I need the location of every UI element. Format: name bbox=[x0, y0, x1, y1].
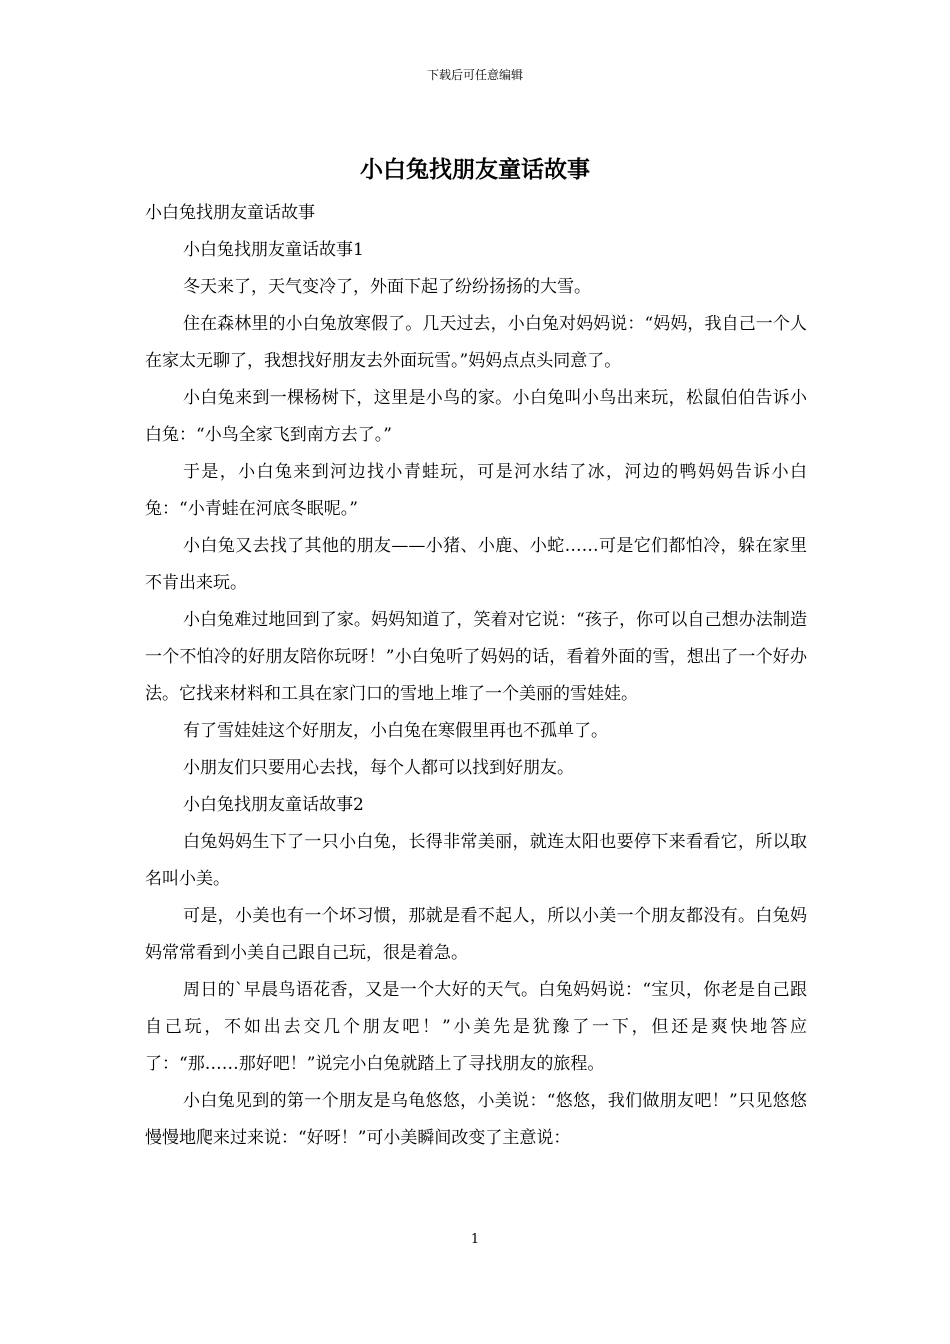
paragraph: 白兔妈妈生下了一只小白兔，长得非常美丽，就连太阳也要停下来看看它，所以取名叫小美。 bbox=[145, 832, 807, 889]
paragraph: 住在森林里的小白兔放寒假了。几天过去，小白兔对妈妈说：“妈妈，我自己一个人在家太无聊了，我想找好朋友去外面玩雪。”妈妈点点头同意了。 bbox=[145, 314, 807, 371]
document-body bbox=[145, 195, 807, 1157]
paragraph: 冬天来了，天气变冷了，外面下起了纷纷扬扬的大雪。 bbox=[183, 277, 591, 297]
paragraph: 有了雪娃娃这个好朋友，小白兔在寒假里再也不孤单了。 bbox=[183, 721, 608, 741]
page-number: 1 bbox=[470, 1232, 480, 1247]
paragraph: 小白兔又去找了其他的朋友——小猪、小鹿、小蛇……可是它们都怕冷，躲在家里不肯出来玩。 bbox=[145, 536, 807, 593]
paragraph: 周日的`早晨鸟语花香，又是一个大好的天气。白兔妈妈说：“宝贝，你老是自己跟自己玩，不如出去交几个朋友吧！”小美先是犹豫了一下，但还是爽快地答应了：“那……那好吧！”说完小白兔就踏上了寻找朋友的旅程。 bbox=[145, 980, 807, 1074]
paragraph: 小白兔难过地回到了家。妈妈知道了，笑着对它说：“孩子，你可以自己想办法制造一个不怕冷的好朋友陪你玩呀！”小白兔听了妈妈的话，看着外面的雪，想出了一个好办法。它找来材料和工具在家门口的雪地上堆了一个美丽的雪娃娃。 bbox=[145, 610, 807, 704]
paragraph: 小朋友们只要用心去找，每个人都可以找到好朋友。 bbox=[183, 758, 574, 778]
document-title: 小白兔找朋友童话故事 bbox=[360, 156, 590, 183]
paragraph-subtitle: 小白兔找朋友童话故事 bbox=[145, 203, 315, 223]
paragraph: 可是，小美也有一个坏习惯，那就是看不起人，所以小美一个朋友都没有。白兔妈妈常常看到小美自己跟自己玩，很是着急。 bbox=[145, 906, 807, 963]
paragraph: 于是，小白兔来到河边找小青蛙玩，可是河水结了冰，河边的鸭妈妈告诉小白兔：“小青蛙在河底冬眠呢。” bbox=[145, 462, 807, 519]
section-heading-story-1: 小白兔找朋友童话故事1 bbox=[183, 240, 364, 260]
paragraph: 小白兔见到的第一个朋友是乌龟悠悠，小美说：“悠悠，我们做朋友吧！”只见悠悠慢慢地爬来过来说：“好呀！”可小美瞬间改变了主意说： bbox=[145, 1091, 807, 1148]
header-note: 下载后可任意编辑 bbox=[426, 68, 523, 82]
paragraph: 小白兔来到一棵杨树下，这里是小鸟的家。小白兔叫小鸟出来玩，松鼠伯伯告诉小白兔：“小鸟全家飞到南方去了。” bbox=[145, 388, 807, 445]
section-heading-story-2: 小白兔找朋友童话故事2 bbox=[183, 795, 364, 815]
